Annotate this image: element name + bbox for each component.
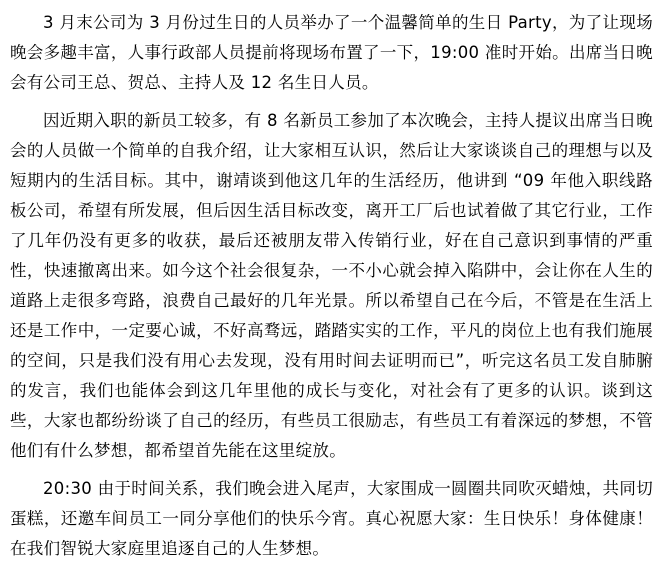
paragraph-1: 3 月末公司为 3 月份过生日的人员举办了一个温馨简单的生日 Party，为了让现场晚会多趣丰富，人事行政部人员提前将现场布置了一下，19:00 准时开始。出席当日晚会有公司王总、贺总、主持人及 12 名生日人员。 [10, 13, 653, 92]
paragraph-3: 20:30 由于时间关系，我们晚会进入尾声，大家围成一圆圈共同吹灭蜡烛，共同切蛋糕，还邀车间员工一同分享他们的快乐今宵。真心祝愿大家：生日快乐！身体健康！在我们智锐大家庭里追逐自己的人生梦想。 [10, 479, 653, 558]
paragraph-2: 因近期入职的新员工较多，有 8 名新员工参加了本次晚会，主持人提议出席当日晚会的人员做一个简单的自我介绍，让大家相互认识，然后让大家谈谈自己的理想与以及短期内的生活目标。其中，谢靖谈到他这几年的生活经历，他讲到 “09 年他入职线路板公司，希望有所发展，但后因生活目标改变，离开工厂后也试着做了其它行业，工作了几年仍没有更多的收获，最后还被朋友带入传销行业，好在自己意识到事情的严重性，快速撤离出来。如今这个社会很复杂，一不小心就会掉入陷阱中，会让你在人生的道路上走很多弯路，浪费自己最好的几年光景。所以希望自己在今后，不管是在生活上还是工作中，一定要心诚，不好高骛远，踏踏实实的工作，平凡的岗位上也有我们施展的空间，只是我们没有用心去发现，没有用时间去证明而已”，听完这名员工发自肺腑的发言，我们也能体会到这几年里他的成长与变化，对社会有了更多的认识。谈到这些，大家也都纷纷谈了自己的经历，有些员工很励志，有些员工有着深远的梦想，不管他们有什么梦想，都希望首先能在这里绽放。 [10, 111, 653, 460]
